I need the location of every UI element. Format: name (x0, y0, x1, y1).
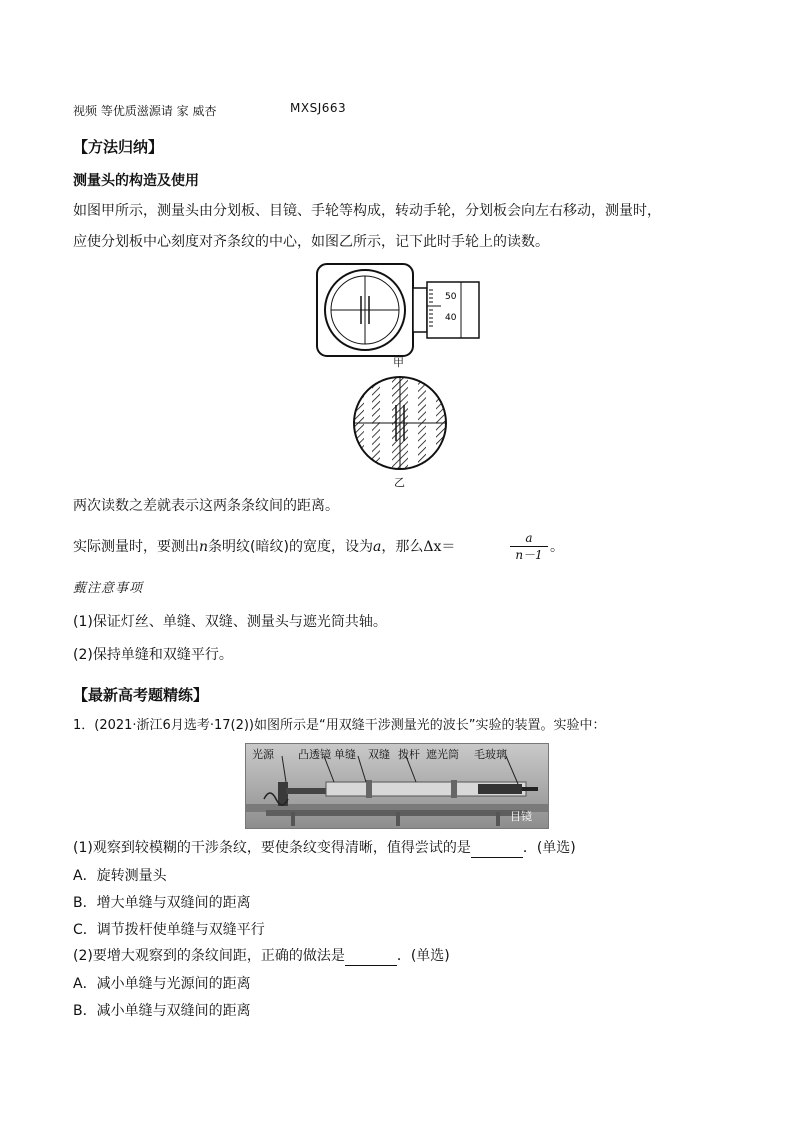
practice-section-title: 【最新高考题精练】 (73, 686, 209, 704)
fraction-numerator: a (525, 531, 533, 545)
note-2: (2)保持单缝和双缝平行。 (73, 647, 233, 663)
sub1-option-a: A．旋转测量头 (73, 868, 167, 884)
header-note: 视频 等优质滋源请 家 威杏 (73, 104, 217, 118)
subquestion-1 (73, 838, 576, 858)
answer-blank-2[interactable] (345, 951, 397, 966)
figure-yi (342, 375, 462, 475)
sub1-option-c: C．调节拨杆使单缝与双缝平行 (73, 922, 265, 938)
sub1-option-b: B．增大单缝与双缝间的距离 (73, 895, 251, 911)
notes-title: 薽注意事项 (73, 581, 144, 596)
sub2-option-b: B．减小单缝与双缝间的距离 (73, 1003, 251, 1019)
method-para3 (73, 537, 455, 557)
para3-mid: 条明纹(暗纹)的宽度，设为 (208, 539, 373, 555)
para3-n: n (199, 539, 209, 555)
para3-then: ，那么 (381, 539, 424, 555)
method-para2: 两次读数之差就表示这两条条纹间的距离。 (73, 498, 339, 514)
note-1: (1)保证灯丝、单缝、双缝、测量头与遮光筒共轴。 (73, 614, 387, 630)
method-subtitle: 测量头的构造及使用 (73, 173, 199, 189)
figure-yi-label: 乙 (394, 476, 405, 489)
para3-a: a (372, 539, 382, 555)
answer-blank-1[interactable] (471, 843, 523, 858)
fraction-denominator: n－1 (515, 548, 543, 562)
method-para1-line2: 应使分划板中心刻度对齐条纹的中心，如图乙所示，记下此时手轮上的读数。 (73, 234, 549, 250)
subquestion-2-end: ．(单选) (396, 948, 450, 964)
subquestion-1-end: ．(单选) (522, 840, 576, 856)
label-single-slit: 单缝 (334, 748, 356, 761)
label-double-slit: 双缝 (368, 748, 390, 761)
apparatus-photo (245, 743, 549, 829)
label-glass: 毛玻璃 (474, 748, 507, 761)
method-section-title: 【方法归纳】 (73, 138, 164, 156)
figure-jia-label: 甲 (393, 356, 404, 369)
para3-dx: Δx＝ (423, 539, 456, 555)
para3-prefix: 实际测量时，要测出 (73, 539, 199, 555)
subquestion-2-text: (2)要增大观察到的条纹间距，正确的做法是 (73, 948, 345, 964)
formula-fraction (510, 530, 548, 563)
question-1-stem: 1．(2021·浙江6月选考·17(2))如图所示是“用双缝干涉测量光的波长”实验的装置。实验中： (73, 718, 606, 733)
label-eyepiece: 目镜 (510, 810, 532, 823)
para3-end: 。 (550, 539, 564, 555)
header-code: MXSJ663 (290, 101, 347, 115)
scale-label-top: 50 (445, 292, 457, 302)
method-para1-line1: 如图甲所示，测量头由分划板、目镜、手轮等构成，转动手轮，分划板会向左右移动，测量时， (73, 203, 661, 219)
subquestion-2 (73, 946, 450, 966)
label-light-source: 光源 (252, 748, 274, 761)
sub2-option-a: A．减小单缝与光源间的距离 (73, 976, 251, 992)
label-lens: 凸透镜 (298, 748, 331, 761)
scale-label-bottom: 40 (445, 313, 457, 323)
subquestion-1-text: (1)观察到较模糊的干涉条纹，要使条纹变得清晰，值得尝试的是 (73, 840, 471, 856)
label-tube: 遮光筒 (426, 748, 459, 761)
label-lever: 拨杆 (398, 748, 420, 761)
